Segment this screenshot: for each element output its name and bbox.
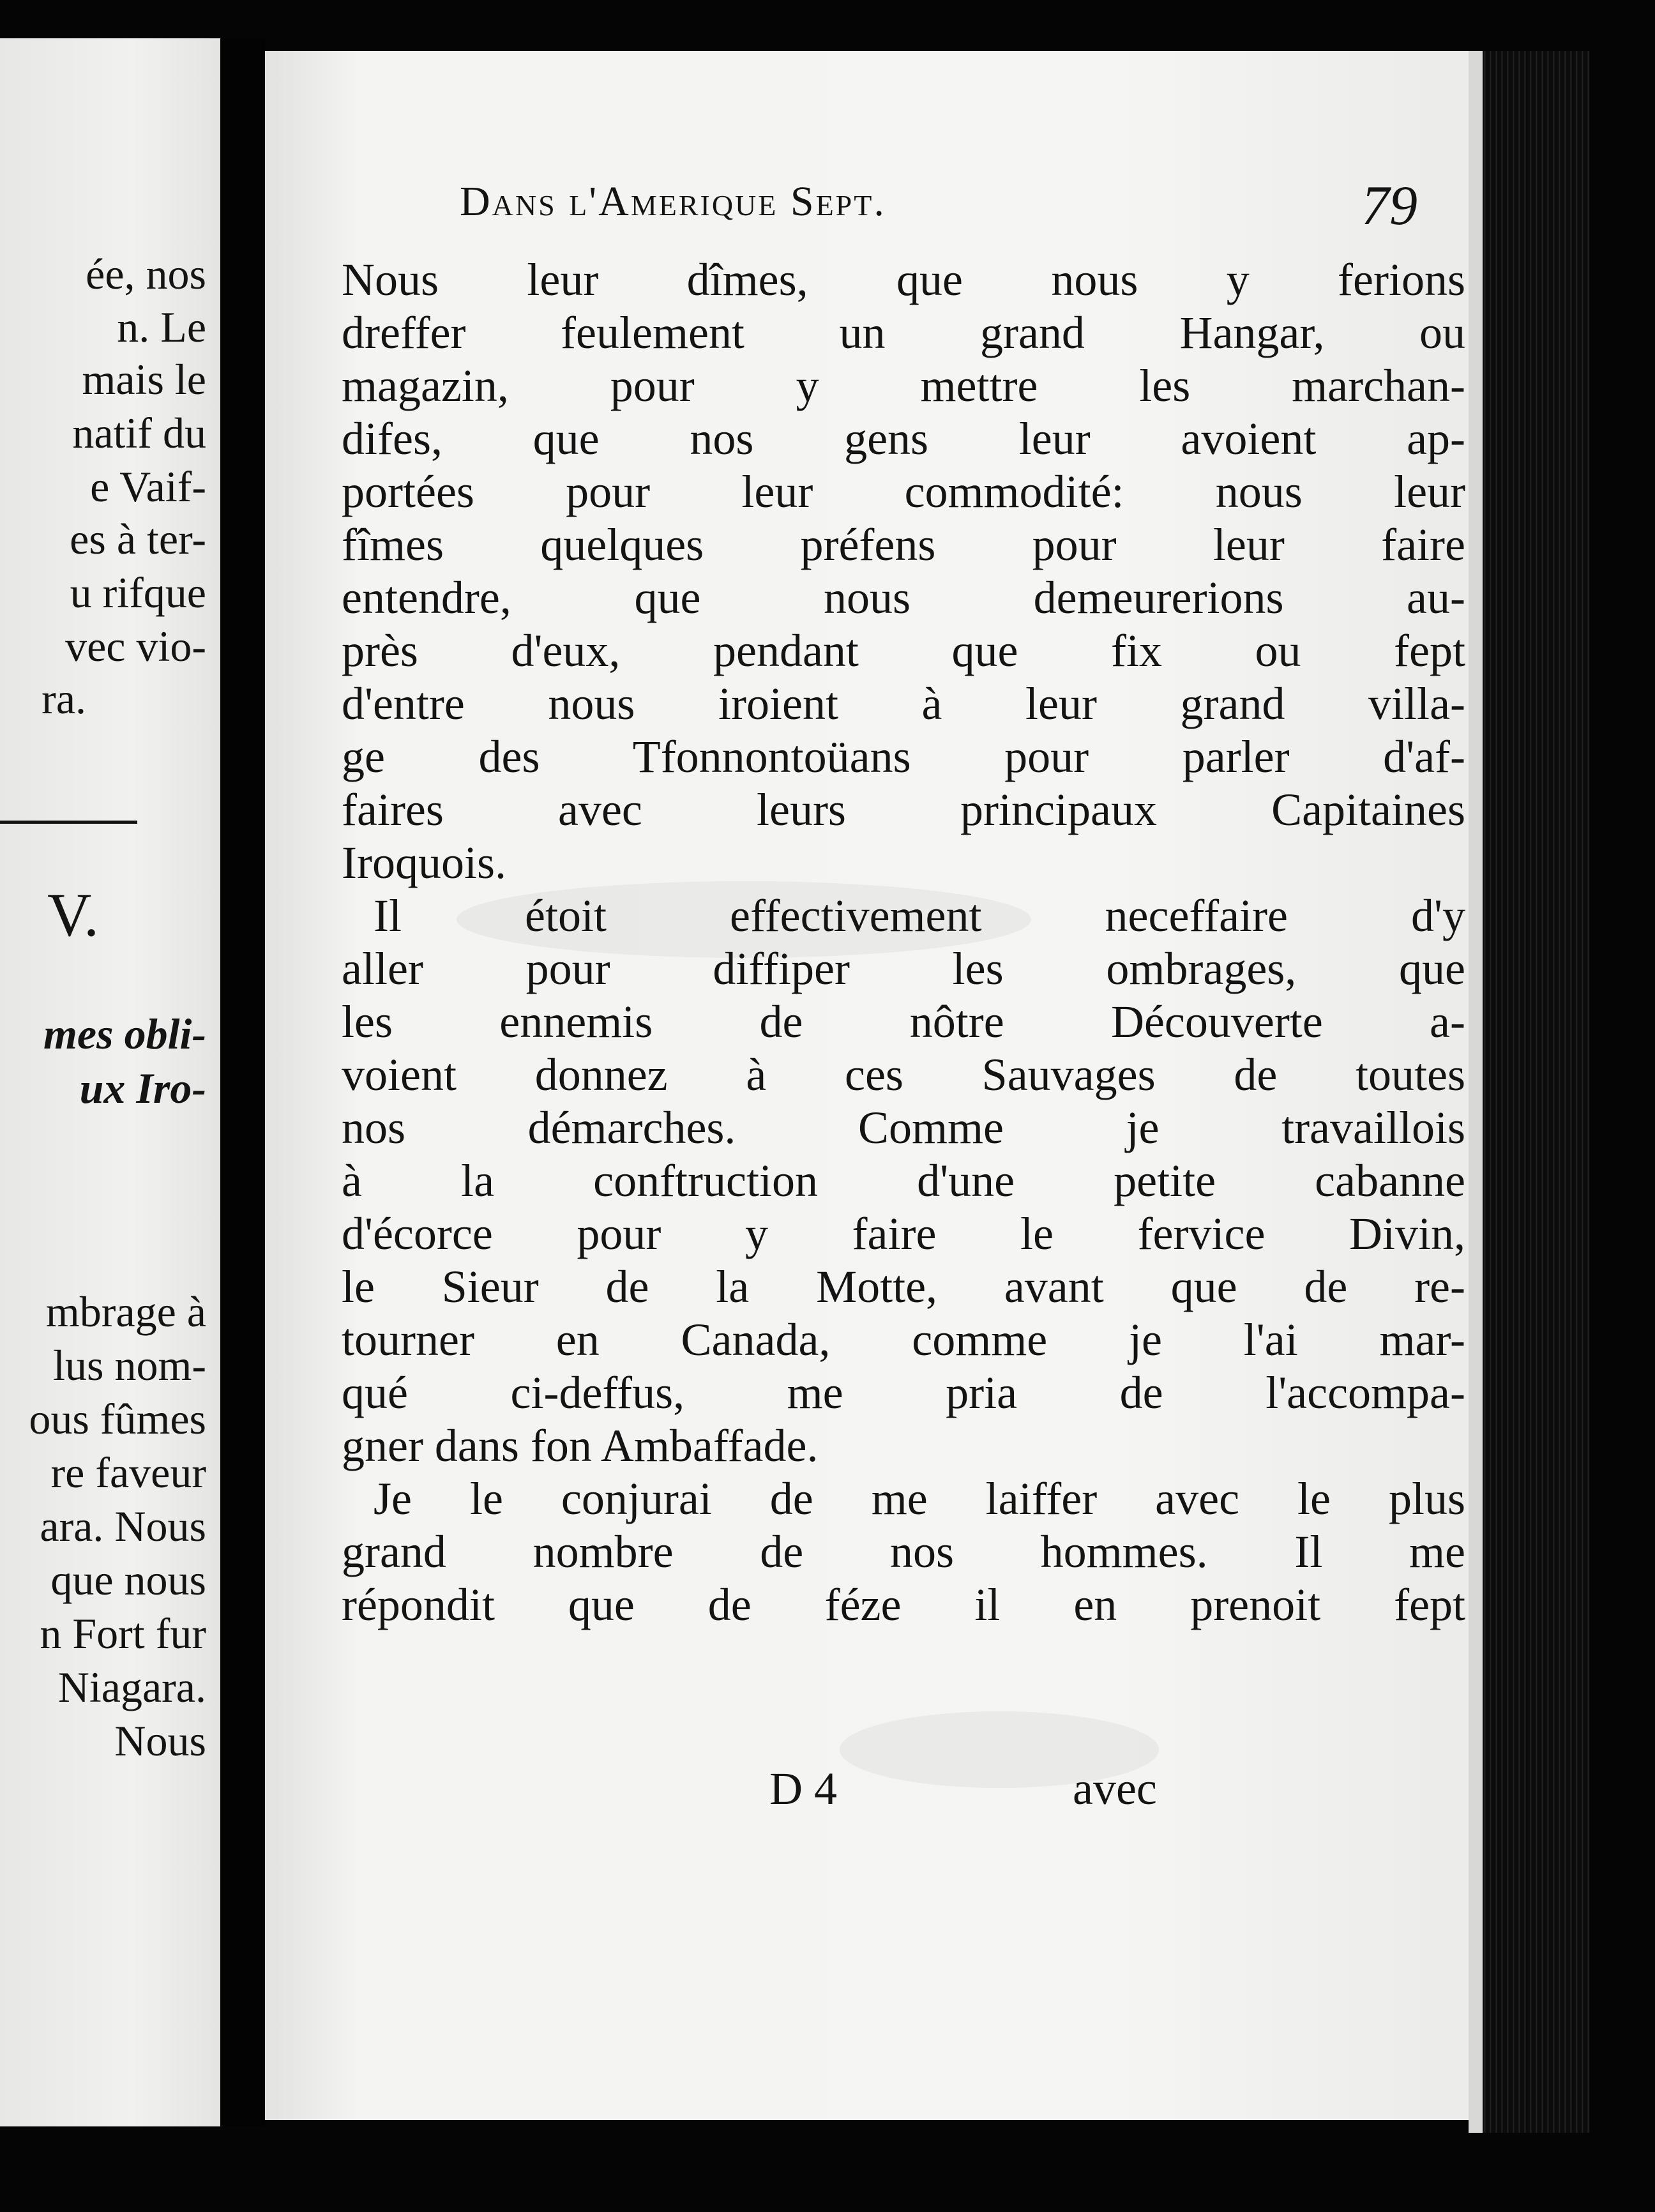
left-line: Nous <box>114 1716 206 1765</box>
text-line: dreffer feulement un grand Hangar, ou <box>342 307 1465 358</box>
section-rule <box>0 821 137 824</box>
paragraph-first-line: Je le conjurai de me laiffer avec le plus <box>374 1473 1465 1524</box>
left-line: ara. Nous <box>40 1502 206 1550</box>
text-line: Nous leur dîmes, que nous y ferions <box>342 254 1465 305</box>
text-line: ge des Tfonnontoüans pour parler d'af- <box>342 731 1465 782</box>
page-number: 79 <box>1361 175 1417 237</box>
left-line: mbrage à <box>45 1287 206 1336</box>
left-line: re faveur <box>50 1448 206 1497</box>
left-line: es à ter- <box>70 515 206 563</box>
text-line: qué ci-deffus, me pria de l'accompa- <box>342 1367 1465 1418</box>
text-line: difes, que nos gens leur avoient ap- <box>342 413 1465 464</box>
left-line: ra. <box>42 674 86 723</box>
left-line: e Vaif- <box>90 462 206 511</box>
text-line: voient donnez à ces Sauvages de toutes <box>342 1049 1465 1100</box>
left-line: ée, nos <box>86 250 206 298</box>
chapter-numeral: V. <box>47 881 99 949</box>
left-line: n. Le <box>117 303 206 351</box>
page-edges <box>1469 51 1590 2133</box>
right-page <box>265 51 1478 2120</box>
signature-mark: D 4 <box>769 1763 837 1814</box>
text-line: gner dans fon Ambaffade. <box>342 1420 819 1471</box>
book-gutter <box>220 38 265 2126</box>
left-line: ous fûmes <box>29 1395 206 1443</box>
text-line: magazin, pour y mettre les marchan- <box>342 360 1465 411</box>
chapter-title-line: mes obli- <box>43 1010 206 1058</box>
running-head-title: Dans l'Amerique Sept. <box>460 178 886 225</box>
left-line: Niagara. <box>57 1663 206 1711</box>
text-line: à la conftruction d'une petite cabanne <box>342 1155 1465 1206</box>
text-line: grand nombre de nos hommes. Il me <box>342 1526 1465 1577</box>
text-line: entendre, que nous demeurerions au- <box>342 572 1465 623</box>
text-line: d'écorce pour y faire le fervice Divin, <box>342 1208 1465 1259</box>
text-line: Iroquois. <box>342 837 506 888</box>
left-line: u rifque <box>70 568 206 617</box>
text-line: portées pour leur commodité: nous leur <box>342 466 1465 517</box>
left-line: lus nom- <box>53 1341 206 1390</box>
text-line: près d'eux, pendant que fix ou fept <box>342 625 1465 676</box>
catchword: avec <box>1073 1763 1157 1814</box>
text-line: fîmes quelques préfens pour leur faire <box>342 519 1465 570</box>
left-line: mais le <box>82 355 206 404</box>
left-line: vec vio- <box>65 622 206 670</box>
paragraph-first-line: Il étoit effectivement neceffaire d'y <box>374 890 1465 941</box>
text-line: faires avec leurs principaux Capitaines <box>342 784 1465 835</box>
text-line: aller pour diffiper les ombrages, que <box>342 943 1465 994</box>
text-line: nos démarches. Comme je travaillois <box>342 1102 1465 1153</box>
text-line: d'entre nous iroient à leur grand villa- <box>342 678 1465 729</box>
left-line: que nous <box>50 1556 206 1604</box>
running-head <box>460 175 1417 237</box>
left-page-fragment <box>0 38 220 2126</box>
left-line: n Fort fur <box>40 1609 206 1658</box>
chapter-title-line: ux Iro- <box>79 1064 206 1112</box>
text-line: les ennemis de nôtre Découverte a- <box>342 996 1465 1047</box>
text-line: répondit que de féze il en prenoit fept <box>342 1579 1465 1630</box>
text-line: tourner en Canada, comme je l'ai mar- <box>342 1314 1465 1365</box>
page-edge-highlight <box>1469 51 1483 2133</box>
text-line: le Sieur de la Motte, avant que de re- <box>342 1261 1465 1312</box>
left-line: natif du <box>72 409 206 457</box>
